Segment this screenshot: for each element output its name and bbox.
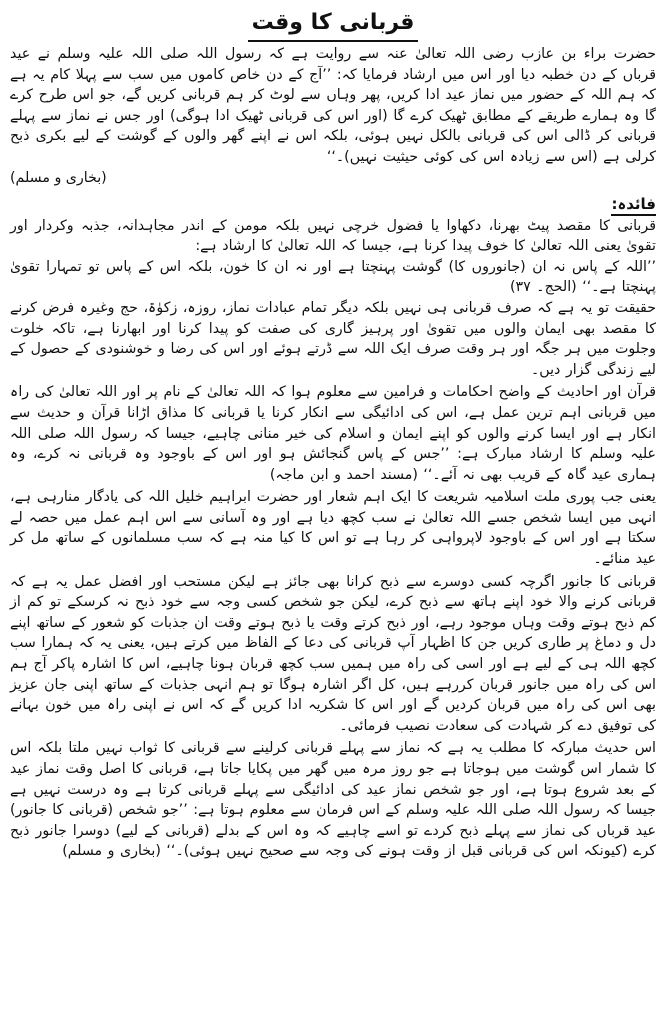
faida-paragraph-2: حقیقت تو یہ ہے کہ صرف قربانی ہی نہیں بلکہ دیگر تمام عبادات نماز، روزہ، زکوٰۃ، حج وغیرہ فرض کرنے کا مقصد بھی ایمان والوں میں تقویٰ اور پرہیز گاری کی صفت کو پیدا کرنا اور ابھارنا ہے، تاکہ خلوت وجلوت میں ہر جگہ اور ہر وقت صرف ایک اللہ سے ڈرتے ہوئے اور اس کی رضا و خوشنودی کے حصول کے لیے زندگی گزار دیں۔ xyxy=(10,299,656,378)
faida-paragraph-4: یعنی جب پوری ملت اسلامیہ شریعت کا ایک اہم شعار اور حضرت ابراہیم خلیل اللہ کی یادگار منارہی ہے، انہی میں ایسا شخص جسے اللہ تعالیٰ نے سب کچھ دیا ہے اور وہ آسانی سے اس اہم عمل میں حصہ لے سکتا ہے اور اس کے باوجود لاپرواہی کر رہا ہے تو اس کا کیا منہ ہے کہ سب مسلمانوں کے ساتھ مل کر عید منائے۔ xyxy=(10,489,656,568)
faida-heading-text: فائدہ: xyxy=(611,195,656,216)
title-wrap xyxy=(10,6,656,42)
reference-bukhari-muslim xyxy=(10,168,656,189)
quran-quote: ’’اللہ کے پاس نہ ان (جانوروں کا) گوشت پہنچتا ہے اور نہ ان کا خون، بلکہ اس کے پاس تو تمہارا تقویٰ پہنچتا ہے۔‘‘ (الحج۔ ۳۷) xyxy=(10,258,656,296)
faida-paragraph-5: قربانی کا جانور اگرچہ کسی دوسرے سے ذبح کرانا بھی جائز ہے لیکن مستحب اور افضل عمل یہ ہے کہ قربانی کرنے والا خود اپنے ہاتھ سے ذبح کرے، لیکن جو شخص کسی وجہ سے خود ذبح نہ کرسکے تو کم از کم ذبح ہوتے وقت وہاں موجود رہے، اور ذبح کرتے وقت یا ذبح ہوتے وقت ان جذبات کو شعور کے ساتھ اپنے دل و دماغ پر طاری کریں جن کا اظہار آپ قربانی کی دعا کے الفاظ میں کرتے ہیں، یعنی یہ کہ ہمارا سب کچھ اللہ ہی کے لیے ہے اور اسی کی راہ میں ہمیں سب کچھ قربان ہونا چاہیے، اس کا اشارہ پاکر آج ہم اس کی راہ میں جانور قربان کررہے ہیں، کل اگر اشارہ ہوگا تو ہم انہی جذبات کے ساتھ اپنی جان عزیز بھی اس کی راہ میں قربان کردیں گے اور اس کا شکریہ ادا کریں گے کہ اس نے اپنی راہ میں خون بہانے کی توفیق دے کر شہادت کی سعادت نصیب فرمائی۔ xyxy=(10,573,656,734)
hadith-paragraph: حضرت براء بن عازب رضی اللہ تعالیٰ عنہ سے روایت ہے کہ رسول اللہ صلی اللہ علیہ وسلم نے عید قرباں کے دن خطبہ دیا اور اس میں ارشاد فرمایا کہ: ’’آج کے دن خاص کاموں میں سب سے پہلا کام یہ ہے کہ ہم اللہ کے حضور میں نماز عید ادا کریں، پھر وہاں سے لوٹ کر ہم قربانی کریں گے، جو اس طرح کرے گا وہ ہمارے طریقے کے مطابق ٹھیک کرے گا (اور اس کی قربانی ٹھیک ادا ہوگی) اور جس نے نماز سے پہلے قربانی کر ڈالی اس کی قربانی بالکل نہیں ہوئی، بلکہ اس نے اپنے گھر والوں کے گوشت کے لیے بکری ذبح کرلی ہے (اس سے زیادہ اس کی کوئی حیثیت نہیں)۔‘‘ xyxy=(10,46,656,165)
page-title: قربانی کا وقت xyxy=(248,6,419,42)
faida-heading xyxy=(10,193,656,215)
faida-paragraph-3: قرآن اور احادیث کے واضح احکامات و فرامین سے معلوم ہوا کہ اللہ تعالیٰ کے نام پر اور اللہ تعالیٰ کی راہ میں قربانی اہم ترین عمل ہے، اس کی ادائیگی سے انکار کرنا یا قربانی کا مذاق اڑانا قرآن و حدیث سے انکار ہے اور ایسا کرنے والوں کو اپنے ایمان و اسلام کی خیر منانی چاہیے، جیسا کہ رسول اللہ صلی اللہ علیہ وسلم کا ارشاد مبارک ہے: ’’جس کے پاس گنجائش ہو اور اس کے باوجود وہ قربانی نہ کرے، وہ ہماری عید گاہ کے قریب بھی نہ آئے۔‘‘ (مسند احمد و ابن ماجہ) xyxy=(10,384,656,483)
reference-text: (بخاری و مسلم) xyxy=(10,169,107,186)
faida-paragraph-6: اس حدیث مبارکہ کا مطلب یہ ہے کہ نماز سے پہلے قربانی کرلینے سے قربانی کا ثواب نہیں ملتا بلکہ اس کا شمار اس گوشت میں ہوجاتا ہے جو روز مرہ میں گھر میں پکایا جاتا ہے، قربانی کا اصل وقت نماز عید کے بعد شروع ہوتا ہے، اور جو شخص نماز عید کی ادائیگی سے پہلے قربانی کرتا ہے وہ درست نہیں ہے جیسا کہ رسول اللہ صلی اللہ علیہ وسلم کے اس فرمان سے معلوم ہوتا ہے: ’’جو شخص (قربانی کا جانور) عید قرباں کی نماز سے پہلے ذبح کردے تو اسے چاہیے کہ وہ اس کے بدلے (قربانی کے لیے) دوسرا جانور ذبح کرے (کیونکہ اس کی قربانی قبل از وقت ہونے کی وجہ سے صحیح نہیں ہوئی)۔‘‘ (بخاری و مسلم) xyxy=(10,740,656,860)
faida-paragraph-1: قربانی کا مقصد پیٹ بھرنا، دکھاوا یا فضول خرچی نہیں بلکہ مومن کے اندر مجاہدانہ، جذبہ وکردار اور تقویٰ یعنی اللہ تعالیٰ کا خوف پیدا کرنا ہے، جیسا کہ اللہ تعالیٰ کا ارشاد ہے: xyxy=(10,217,656,255)
